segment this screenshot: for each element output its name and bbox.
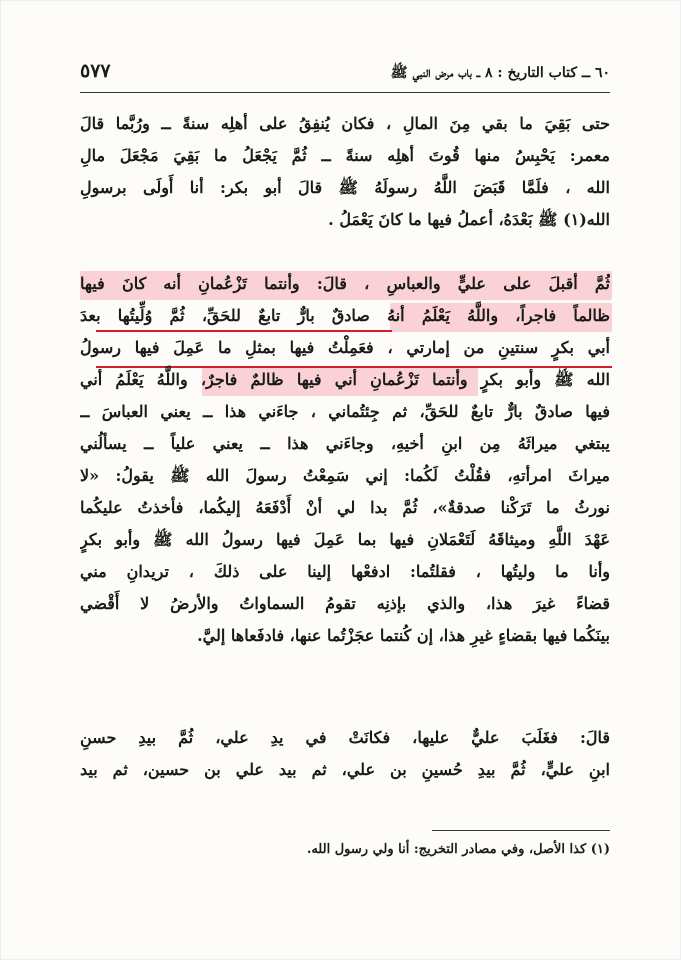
text-line: حتى بَقِيَ ما بقي مِنَ المالِ ، فكان يُنفِقُ على أهلِه سنةً ــ ورُبَّما قالَ (80, 114, 610, 133)
text-line: نورثُ ما تَرَكْنا صدقةٌ»، ثُمَّ بدا لي أنْ أَدْفَعَهُ إليكُما، فأخذتُ عليكُما (80, 498, 610, 517)
text-line: معمر: يَحْبِسُ منها قُوتَ أهلِه سنةً ــ ثُمَّ يَجْعَلُ ما بَقِيَ مَجْعَلَ مالِ (80, 146, 610, 165)
text-line: ميراثَ امرأتهِ، فقُلْتُ لَكُما: إني سَمِعْتُ رسولَ الله ﷺ يقولُ: «لا (80, 466, 610, 485)
header-divider (80, 92, 610, 93)
text-line: قالَ: فغَلَبَ عليٌّ عليها، فكانَتْ في يدِ علي، ثُمَّ بيدِ حسنِ (80, 728, 610, 747)
text-line: أبي بكرٍ سنتينِ من إمارتي ، فعَمِلْتُ فيها بمثلِ ما عَمِلَ فيها رسولُ (80, 338, 610, 357)
paragraph-3 (80, 722, 610, 786)
text-line: عَهْدَ اللَّهِ وميثاقَهُ لَتَعْمَلانِ فيها بما عَمِلَ فيها رسولُ الله ﷺ وأبو بكرٍ (80, 530, 610, 549)
text-line: الله ، فلَمَّا قَبَضَ اللَّهُ رسولَهُ ﷺ قالَ أبو بكر: أنا أَولَى برسولِ (80, 178, 610, 197)
text-line: قضاءً غيرَ هذا، والذي بإذنِه تقومُ السماواتُ والأرضُ لا أَقْضي (80, 594, 610, 613)
footnote-divider (432, 830, 610, 831)
text-line: ثُمَّ أقبلَ على عليٍّ والعباسِ ، قالَ: وأنتما تَزْعُمانِ أنه كانَ فيها (80, 274, 610, 293)
page-header (80, 62, 610, 88)
text-line: ظالماً فاجراً، واللَّهُ يَعْلَمُ أنهُ صادقٌ بارٌّ تابعٌ للحَقِّ، ثُمَّ وُلِّيتُها بعدَ (80, 306, 610, 325)
footnote: (١) كذا الأصل، وفي مصادر التخريج: أنا ولي رسول الله. (306, 842, 610, 857)
text-line: يبتغي ميراثَهُ مِن ابنِ أخيهِ، وجاءَني هذا ــ يعني علياً ــ يسألُني (80, 434, 610, 453)
paragraph-1 (80, 108, 610, 236)
text-line: الله(١) ﷺ بَعْدَهُ، أعملُ فيها ما كانَ يَعْمَلُ . (328, 210, 610, 229)
text-line: بينَكُما فيها بقضاءٍ غيرِ هذا، إن كُنتما عجَزْتُما عنها، فادفَعاها إليَّ. (197, 626, 610, 645)
page-number: ٥٧٧ (80, 60, 111, 82)
chapter-title: ٦٠ ــ كتاب التاريخ : ٨ ــ باب مرض النبي ﷺ (390, 65, 610, 81)
text-line: الله ﷺ وأبو بكرٍ وأنتما تَزْعُمانِ أني فيها ظالمٌ فاجرٌ، واللَّهُ يَعْلَمُ أني (80, 370, 610, 389)
text-line: فيها صادقٌ بارٌّ تابعٌ للحَقِّ، ثم جِئتُماني ، جاءَني هذا ــ يعني العباسَ ــ (80, 402, 610, 421)
paragraph-2 (80, 268, 610, 652)
text-line: ابنِ عليٍّ، ثُمَّ بيدِ حُسينِ بن علي، ثم بيد علي بن حسين، ثم بيد (80, 760, 610, 779)
text-line: وأنا ما وليتُها ، فقلتُما: ادفعْها إلينا على ذلكَ ، تريدانِ مني (80, 562, 610, 581)
